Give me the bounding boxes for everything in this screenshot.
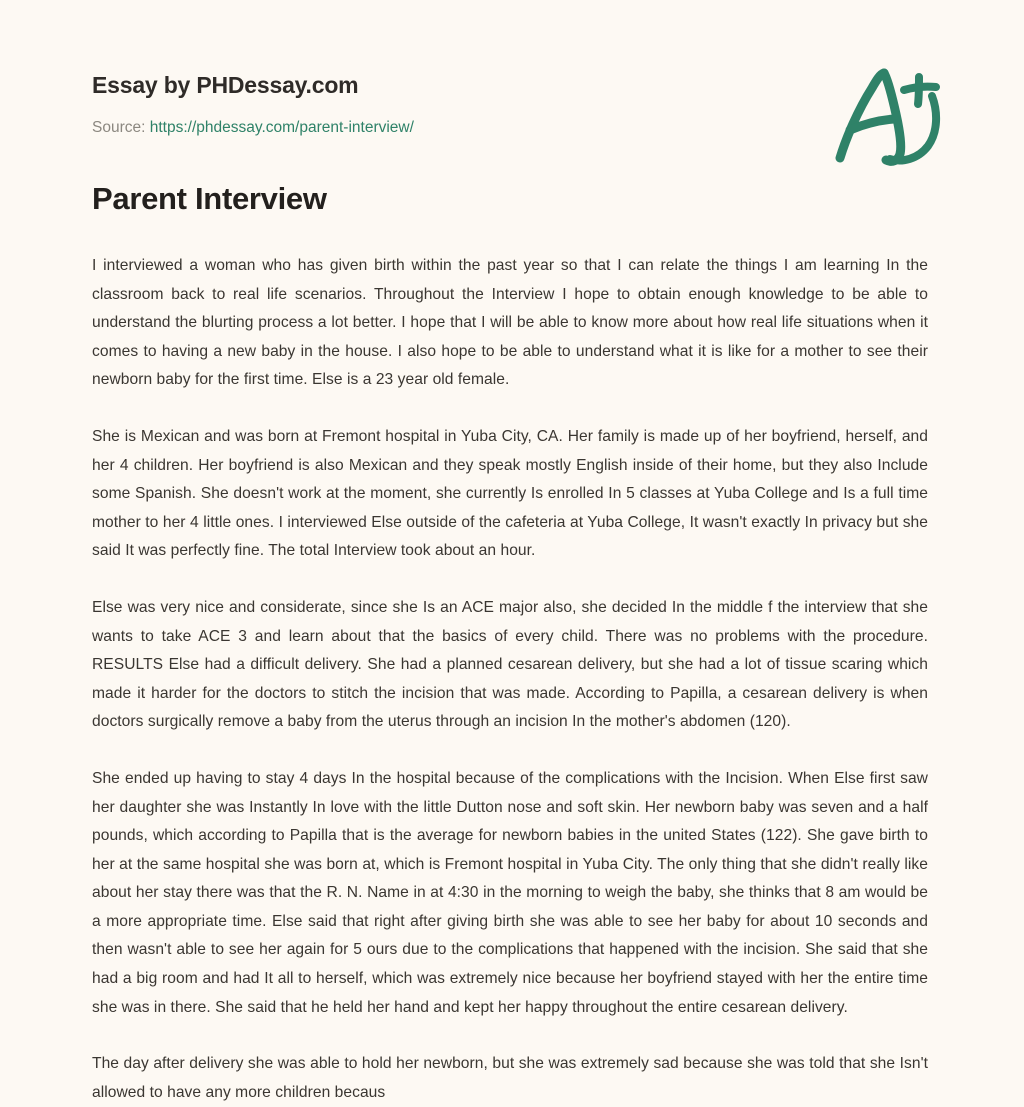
essay-paragraph: She is Mexican and was born at Fremont hospital in Yuba City, CA. Her family is made up of her boyfriend, herself, and her 4 children. Her boyfriend is also Mexican and they speak mostly English inside of their home, but they also Include some Spanish. She doesn't work at the moment, she currently Is enrolled In 5 classes at Yuba College and Is a full time mother to her 4 little ones. I interviewed Else outside of the cafeteria at Yuba College, It wasn't exactly In privacy but she said It was perfectly fine. The total Interview took about an hour. (92, 427, 928, 560)
brand-title: Essay by PHDessay.com (92, 72, 359, 98)
page-title: Parent Interview (92, 181, 327, 216)
essay-paragraph: The day after delivery she was able to hold her newborn, but she was extremely sad because she was told that she Isn't allowed to have any more children becaus (92, 1055, 928, 1101)
essay-paragraphs (92, 252, 928, 1107)
source-line (92, 118, 944, 138)
document-header (0, 0, 1024, 180)
source-url-link[interactable]: https://phdessay.com/parent-interview/ (149, 119, 414, 136)
document-body (0, 180, 1024, 1107)
essay-paragraph: I interviewed a woman who has given birth within the past year so that I can relate the things I am learning In the classroom back to real life scenarios. Throughout the Interview I hope to obtain enough knowledge to be able to understand the blurting process a lot better. I hope that I will be able to know more about how real life situations when it comes to having a new baby in the house. I also hope to be able to understand what it is like for a mother to see their newborn baby for the first time. Else is a 23 year old female. (92, 257, 928, 389)
essay-paragraph: She ended up having to stay 4 days In the hospital because of the complications with the Incision. When Else first saw her daughter she was Instantly In love with the little Dutton nose and soft skin. Her newborn baby was seven and a half pounds, which according to Papilla that is the average for newborn babies in the united States (122). She gave birth to her at the same hospital she was born at, which is Fremont hospital in Yuba City. The only thing that she didn't really like about her stay there was that the R. N. Name in at 4:30 in the morning to weigh the baby, she thinks that 8 am would be a more appropriate time. Else said that right after giving birth she was able to see her baby for about 10 seconds and then wasn't able to see her again for 5 ours due to the complications that happened with the incision. She said that she had a big room and had It all to herself, which was extremely nice because her boyfriend stayed with her the entire time she was in there. She said that he held her hand and kept her happy throughout the entire cesarean delivery. (92, 769, 928, 1016)
a-plus-logo-icon (828, 62, 946, 166)
essay-paragraph: Else was very nice and considerate, since she Is an ACE major also, she decided In the middle f the interview that she wants to take ACE 3 and learn about that the basics of every child. There was no problems with the procedure. RESULTS Else had a difficult delivery. She had a planned cesarean delivery, but she had a lot of tissue scaring which made it harder for the doctors to stitch the incision that was made. According to Papilla, a cesarean delivery is when doctors surgically remove a baby from the uterus through an incision In the mother's abdomen (120). (92, 598, 928, 731)
source-label: Source: (92, 119, 146, 136)
